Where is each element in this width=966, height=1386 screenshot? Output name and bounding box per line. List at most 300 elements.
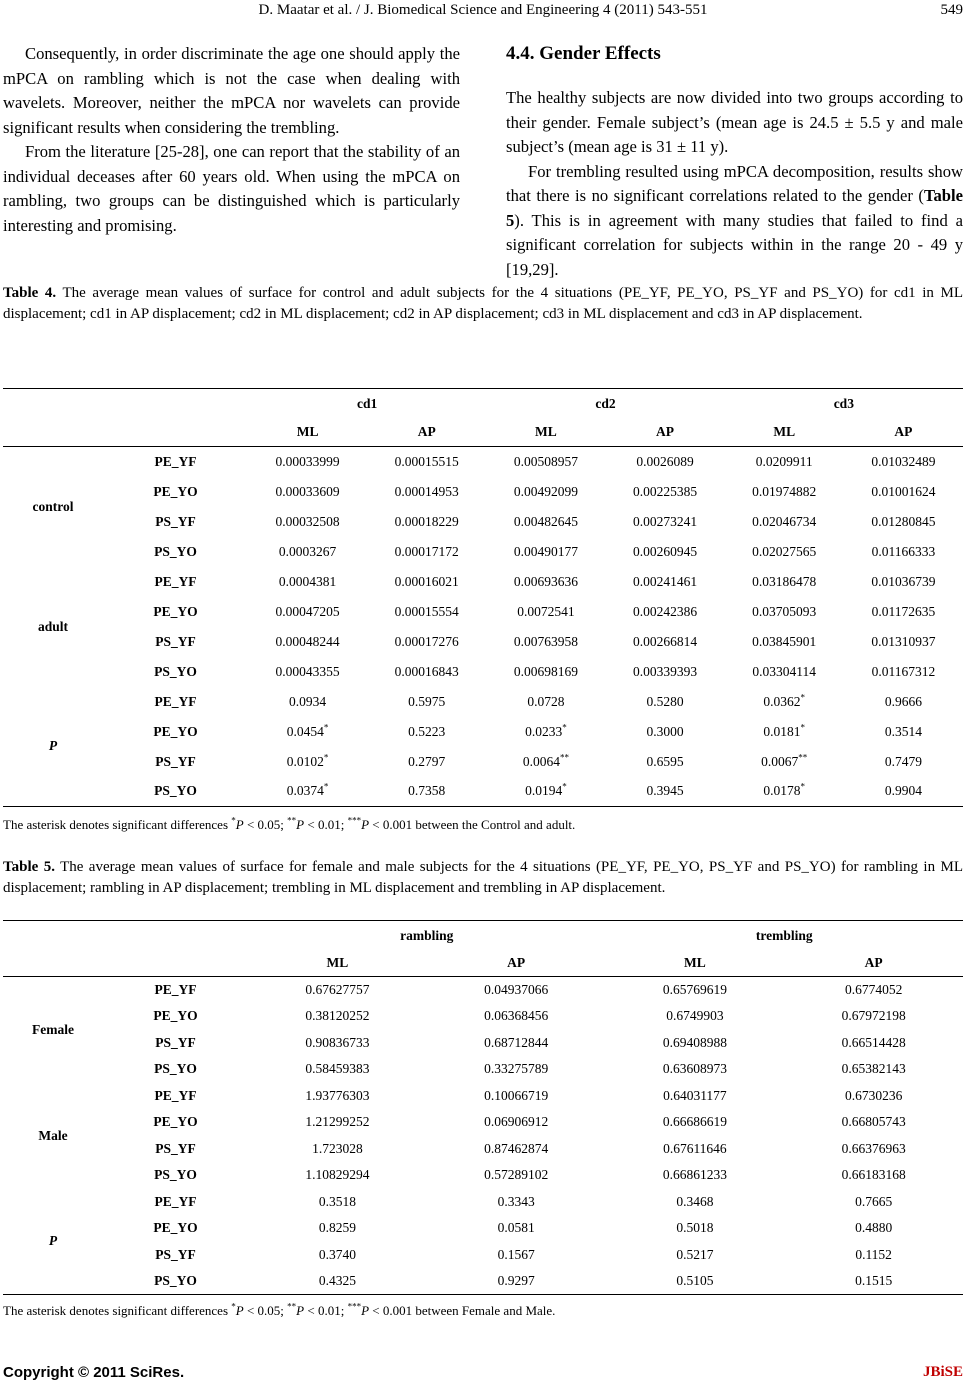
group-label: P bbox=[48, 1233, 58, 1249]
table-row bbox=[3, 597, 963, 627]
table-subheader-row bbox=[3, 951, 963, 977]
page-number: 549 bbox=[940, 2, 963, 18]
journal-abbrev: JBiSE bbox=[922, 1364, 963, 1380]
table-cell bbox=[427, 1083, 606, 1110]
table-cell bbox=[784, 1056, 963, 1083]
table4-caption bbox=[3, 283, 963, 324]
table-cell bbox=[427, 1109, 606, 1136]
table-cell bbox=[725, 477, 844, 507]
cell-value: 0.1152 bbox=[855, 1246, 892, 1262]
table-cell bbox=[605, 627, 724, 657]
cell-value: 0.00508957 bbox=[513, 453, 578, 469]
table-cell bbox=[606, 977, 785, 1004]
column-subheader: ML bbox=[773, 424, 796, 440]
table-cell bbox=[605, 777, 724, 807]
table-row bbox=[3, 537, 963, 567]
column-group-header: trembling bbox=[755, 927, 813, 943]
situation-label: PS_YO bbox=[154, 543, 197, 559]
cell-value: 0.66376963 bbox=[841, 1140, 906, 1156]
cell-value: 0.0581 bbox=[497, 1220, 535, 1236]
cell-value: 0.0209911 bbox=[755, 453, 813, 469]
table-cell bbox=[606, 1189, 785, 1216]
cell-value: 0.00490177 bbox=[513, 543, 578, 559]
table-cell bbox=[248, 507, 367, 537]
table-cell bbox=[606, 1109, 785, 1136]
table-cell bbox=[606, 1003, 785, 1030]
cell-value: 0.3945 bbox=[646, 783, 684, 799]
right-column bbox=[506, 42, 963, 282]
cell-value: 0.0102 bbox=[286, 753, 324, 769]
table-cell bbox=[725, 627, 844, 657]
column-group-header: rambling bbox=[400, 927, 454, 943]
table-row bbox=[3, 1189, 963, 1216]
cell-value: 0.67611646 bbox=[663, 1140, 727, 1156]
cell-value: 0.00242386 bbox=[632, 603, 698, 619]
cell-value: 0.66805743 bbox=[841, 1114, 906, 1130]
table-header-row bbox=[3, 921, 963, 951]
table-row bbox=[3, 687, 963, 717]
cell-value: 0.03845901 bbox=[752, 633, 817, 649]
cell-value: 1.10829294 bbox=[305, 1167, 370, 1183]
cell-value: 0.87462874 bbox=[484, 1140, 549, 1156]
situation-label: PS_YO bbox=[154, 783, 197, 799]
table-cell bbox=[605, 747, 724, 777]
situation-label: PE_YO bbox=[153, 483, 198, 499]
caption-label: Table 4. bbox=[3, 285, 57, 301]
situation-label: PE_YF bbox=[154, 982, 197, 997]
footnote-p: P bbox=[296, 817, 305, 832]
cell-value: 0.0072541 bbox=[517, 603, 575, 619]
table-cell bbox=[367, 747, 486, 777]
cell-value: 1.723028 bbox=[312, 1140, 363, 1156]
table-cell bbox=[367, 657, 486, 687]
table-cell bbox=[248, 1056, 427, 1083]
cell-value: 0.00015515 bbox=[394, 453, 459, 469]
table-cell bbox=[248, 1162, 427, 1189]
cell-value: 0.00016021 bbox=[394, 573, 459, 589]
cell-value: 0.00260945 bbox=[632, 543, 698, 559]
table-cell bbox=[427, 1162, 606, 1189]
caption-label: Table 5. bbox=[3, 859, 55, 875]
table-row bbox=[3, 1136, 963, 1163]
table-cell bbox=[725, 747, 844, 777]
cell-value: 0.00273241 bbox=[632, 513, 698, 529]
cell-value: 0.66686619 bbox=[662, 1114, 727, 1130]
table-row bbox=[3, 1030, 963, 1057]
cell-value: 0.5280 bbox=[646, 693, 684, 709]
left-column bbox=[3, 42, 460, 238]
cell-value: 0.03304114 bbox=[752, 663, 817, 679]
cell-value: 0.00033609 bbox=[275, 483, 340, 499]
cell-value: 0.00014953 bbox=[394, 483, 459, 499]
cell-value: 0.5217 bbox=[676, 1246, 714, 1262]
cell-value: 0.06906912 bbox=[484, 1114, 549, 1130]
table-cell bbox=[784, 1083, 963, 1110]
cell-value: 0.64031177 bbox=[663, 1087, 727, 1103]
column-group-header: cd2 bbox=[595, 395, 616, 411]
cell-value: 0.02046734 bbox=[752, 513, 817, 529]
cell-value: 0.63608973 bbox=[662, 1061, 727, 1077]
situation-label: PS_YO bbox=[154, 1167, 197, 1183]
table-cell bbox=[367, 777, 486, 807]
cell-value: 0.04937066 bbox=[484, 982, 549, 997]
table-reference: Table 5 bbox=[506, 186, 963, 230]
table-cell bbox=[605, 507, 724, 537]
table-cell bbox=[844, 657, 963, 687]
cell-value: 0.33275789 bbox=[484, 1061, 549, 1077]
significance-mark: * bbox=[562, 781, 567, 792]
table-cell bbox=[784, 1109, 963, 1136]
table-cell bbox=[606, 1242, 785, 1269]
running-header bbox=[0, 2, 966, 19]
table-cell bbox=[725, 507, 844, 537]
table-cell bbox=[605, 717, 724, 747]
footnote-sup: ** bbox=[287, 815, 297, 826]
running-title: D. Maatar et al. / J. Biomedical Science and Engineering 4 (2011) 543-551 bbox=[258, 2, 708, 18]
table-cell bbox=[248, 537, 367, 567]
cell-value: 0.2797 bbox=[408, 753, 446, 769]
footnote-sup: *** bbox=[347, 1301, 362, 1312]
situation-label: PS_YO bbox=[154, 663, 197, 679]
cell-value: 0.01280845 bbox=[871, 513, 936, 529]
cell-value: 0.7479 bbox=[884, 753, 922, 769]
paragraph: The healthy subjects are now divided into two groups according to their gender. Female subject’s (mean age is 24.5 ± 5.5 y and male subject’s (mean age is 31 ± 11 y). bbox=[506, 88, 963, 156]
cell-value: 0.66861233 bbox=[662, 1167, 727, 1183]
cell-value: 0.00017172 bbox=[394, 543, 459, 559]
cell-value: 0.0178 bbox=[763, 783, 801, 799]
cell-value: 0.38120252 bbox=[305, 1008, 370, 1024]
cell-value: 0.0362 bbox=[763, 693, 801, 709]
cell-value: 0.0454 bbox=[286, 723, 324, 739]
cell-value: 0.06368456 bbox=[484, 1008, 549, 1024]
table-cell bbox=[605, 447, 724, 477]
table-cell bbox=[248, 717, 367, 747]
column-subheader: ML bbox=[296, 424, 319, 440]
cell-value: 0.8259 bbox=[318, 1220, 356, 1236]
table-cell bbox=[844, 747, 963, 777]
cell-value: 0.00339393 bbox=[632, 663, 698, 679]
table-row bbox=[3, 717, 963, 747]
table-cell bbox=[725, 717, 844, 747]
table-cell bbox=[844, 597, 963, 627]
table-cell bbox=[844, 537, 963, 567]
table4-footnote bbox=[3, 817, 575, 833]
table-cell bbox=[844, 567, 963, 597]
cell-value: 0.0934 bbox=[289, 693, 327, 709]
group-label: Male bbox=[38, 1127, 68, 1143]
table-cell bbox=[486, 747, 605, 777]
table-cell bbox=[427, 1136, 606, 1163]
paragraph bbox=[506, 160, 963, 283]
table-cell bbox=[486, 567, 605, 597]
paragraph: Consequently, in order discriminate the age one should apply the mPCA on rambling which is not the case when dealing with wavelets. Moreover, neither the mPCA nor wavelets can provide significant results when considering the trembling. bbox=[3, 44, 460, 137]
table-cell bbox=[367, 717, 486, 747]
table-cell bbox=[427, 977, 606, 1004]
cell-value: 0.01310937 bbox=[871, 633, 936, 649]
cell-value: 0.67627757 bbox=[305, 982, 370, 997]
cell-value: 0.1515 bbox=[855, 1273, 893, 1288]
table-cell bbox=[427, 1030, 606, 1057]
significance-mark: * bbox=[800, 781, 806, 792]
significance-mark: ** bbox=[559, 752, 569, 762]
table-row bbox=[3, 1215, 963, 1242]
cell-value: 0.00047205 bbox=[275, 603, 340, 619]
table-row bbox=[3, 1056, 963, 1083]
footnote-sup: ** bbox=[287, 1301, 297, 1312]
cell-value: 0.00032508 bbox=[275, 513, 340, 529]
cell-value: 0.5223 bbox=[408, 723, 446, 739]
situation-label: PE_YO bbox=[153, 723, 198, 739]
cell-value: 0.00018229 bbox=[394, 513, 459, 529]
cell-value: 0.3343 bbox=[497, 1193, 535, 1209]
table-row bbox=[3, 1242, 963, 1269]
table-cell bbox=[725, 687, 844, 717]
table-cell bbox=[427, 1003, 606, 1030]
cell-value: 0.58459383 bbox=[305, 1061, 370, 1077]
footnote-text: < 0.05; bbox=[243, 1303, 288, 1318]
cell-value: 0.00043355 bbox=[275, 663, 340, 679]
table-row bbox=[3, 1003, 963, 1030]
table-cell bbox=[248, 657, 367, 687]
cell-value: 0.0233 bbox=[525, 723, 563, 739]
cell-value: 0.02027565 bbox=[752, 543, 817, 559]
table-cell bbox=[605, 567, 724, 597]
table-cell bbox=[844, 627, 963, 657]
table-cell bbox=[784, 1242, 963, 1269]
table-cell bbox=[784, 1003, 963, 1030]
cell-value: 0.9297 bbox=[497, 1273, 535, 1288]
table-cell bbox=[725, 657, 844, 687]
table-cell bbox=[248, 1242, 427, 1269]
column-subheader: ML bbox=[535, 424, 557, 440]
table-cell bbox=[427, 1215, 606, 1242]
cell-value: 0.6595 bbox=[646, 753, 684, 769]
footnote-p: P bbox=[235, 817, 244, 832]
table-cell bbox=[248, 1136, 427, 1163]
situation-label: PS_YF bbox=[155, 753, 196, 769]
table-cell bbox=[248, 1215, 427, 1242]
table-row bbox=[3, 1083, 963, 1110]
table-cell bbox=[248, 1268, 427, 1295]
table-row bbox=[3, 1109, 963, 1136]
cell-value: 0.01172635 bbox=[871, 603, 936, 619]
table-cell bbox=[844, 717, 963, 747]
table-row bbox=[3, 627, 963, 657]
table-cell bbox=[844, 777, 963, 807]
table-cell bbox=[725, 537, 844, 567]
cell-value: 0.00492099 bbox=[513, 483, 578, 499]
footnote-text: < 0.01; bbox=[304, 817, 348, 832]
table-cell bbox=[725, 567, 844, 597]
cell-value: 0.01036739 bbox=[871, 573, 936, 589]
footnote-text: < 0.001 between Female and Male. bbox=[369, 1303, 556, 1318]
cell-value: 1.93776303 bbox=[305, 1087, 370, 1103]
footnote-text: < 0.05; bbox=[243, 817, 288, 832]
cell-value: 0.03186478 bbox=[752, 573, 817, 589]
footnote-p: P bbox=[361, 817, 370, 832]
page-footer bbox=[3, 1364, 963, 1381]
significance-mark: * bbox=[800, 692, 806, 702]
column-subheader: AP bbox=[894, 424, 913, 440]
table-row bbox=[3, 1268, 963, 1295]
cell-value: 0.3000 bbox=[646, 723, 684, 739]
table-row bbox=[3, 567, 963, 597]
situation-label: PE_YO bbox=[153, 1008, 198, 1024]
table-cell bbox=[844, 687, 963, 717]
footnote-sup: * bbox=[231, 815, 236, 826]
table-cell bbox=[486, 597, 605, 627]
cell-value: 0.7665 bbox=[855, 1193, 893, 1209]
cell-value: 0.0067 bbox=[761, 753, 799, 769]
group-label: control bbox=[32, 498, 74, 514]
cell-value: 0.10066719 bbox=[484, 1087, 549, 1103]
table-cell bbox=[486, 447, 605, 477]
table-cell bbox=[427, 1268, 606, 1295]
table-cell bbox=[486, 627, 605, 657]
cell-value: 0.57289102 bbox=[484, 1167, 549, 1183]
table-cell bbox=[427, 1056, 606, 1083]
table-cell bbox=[486, 687, 605, 717]
table-row bbox=[3, 477, 963, 507]
copyright: Copyright © 2011 SciRes. bbox=[3, 1364, 185, 1381]
table-cell bbox=[248, 687, 367, 717]
cell-value: 0.5018 bbox=[676, 1220, 714, 1236]
table-cell bbox=[248, 1030, 427, 1057]
cell-value: 0.66514428 bbox=[841, 1034, 906, 1050]
table-cell bbox=[725, 597, 844, 627]
table-cell bbox=[248, 567, 367, 597]
footnote-p: P bbox=[235, 1303, 244, 1318]
cell-value: 0.69408988 bbox=[662, 1034, 727, 1050]
column-group-header: cd3 bbox=[833, 395, 854, 411]
table-cell bbox=[248, 1083, 427, 1110]
column-subheader: AP bbox=[417, 424, 436, 440]
situation-label: PE_YO bbox=[153, 603, 198, 619]
cell-value: 0.00048244 bbox=[275, 633, 340, 649]
table-cell bbox=[606, 1268, 785, 1295]
table-cell bbox=[605, 687, 724, 717]
cell-value: 0.90836733 bbox=[305, 1034, 370, 1050]
situation-label: PS_YF bbox=[155, 633, 196, 649]
cell-value: 0.00482645 bbox=[513, 513, 578, 529]
table-row bbox=[3, 1162, 963, 1189]
cell-value: 0.00266814 bbox=[632, 633, 698, 649]
significance-mark: * bbox=[323, 722, 329, 732]
paragraph-text: ). This is in agreement with many studies that failed to find a significant correlation for subjects within in the range 20 - 49 y [19,29]. bbox=[506, 210, 963, 279]
footnote-p: P bbox=[361, 1303, 370, 1318]
table-cell bbox=[605, 597, 724, 627]
significance-mark: ** bbox=[798, 752, 808, 762]
table-cell bbox=[248, 747, 367, 777]
table-cell bbox=[784, 977, 963, 1004]
situation-label: PE_YF bbox=[154, 693, 197, 709]
table-cell bbox=[248, 977, 427, 1004]
column-subheader: ML bbox=[684, 955, 706, 971]
cell-value: 0.01167312 bbox=[871, 663, 936, 679]
cell-value: 0.0181 bbox=[763, 723, 801, 739]
table-5 bbox=[3, 920, 963, 1295]
table-cell bbox=[844, 447, 963, 477]
table-cell bbox=[606, 1215, 785, 1242]
cell-value: 0.67972198 bbox=[841, 1008, 906, 1024]
cell-value: 0.68712844 bbox=[484, 1034, 549, 1050]
column-group-header: cd1 bbox=[357, 395, 378, 411]
cell-value: 0.4325 bbox=[318, 1273, 356, 1288]
cell-value: 0.65769619 bbox=[662, 982, 727, 997]
table-cell bbox=[844, 477, 963, 507]
cell-value: 0.01032489 bbox=[871, 453, 936, 469]
cell-value: 0.0728 bbox=[527, 693, 565, 709]
table-cell bbox=[784, 1268, 963, 1295]
cell-value: 1.21299252 bbox=[305, 1114, 370, 1130]
footnote-sup: * bbox=[231, 1301, 236, 1312]
table-cell bbox=[427, 1189, 606, 1216]
table-row bbox=[3, 447, 963, 477]
footnote-text: The asterisk denotes significant differences bbox=[3, 1303, 232, 1318]
table-cell bbox=[367, 567, 486, 597]
situation-label: PS_YF bbox=[155, 1034, 196, 1050]
table-cell bbox=[248, 1003, 427, 1030]
table-cell bbox=[427, 1242, 606, 1269]
table-cell bbox=[367, 447, 486, 477]
table-cell bbox=[784, 1162, 963, 1189]
table-cell bbox=[367, 477, 486, 507]
cell-value: 0.00698169 bbox=[513, 663, 578, 679]
table-cell bbox=[605, 477, 724, 507]
situation-label: PE_YF bbox=[154, 573, 197, 589]
group-label: Female bbox=[32, 1021, 74, 1037]
table-cell bbox=[367, 597, 486, 627]
table-cell bbox=[606, 1056, 785, 1083]
column-subheader: ML bbox=[326, 955, 349, 971]
table-cell bbox=[486, 537, 605, 567]
caption-text: The average mean values of surface for control and adult subjects for the 4 situations (PE_YF, PE_YO, PS_YF and PS_YO) for cd1 in ML displacement; cd1 in AP displacement; cd2 in ML displacement; cd2 in AP displacement; cd3 in ML displacement and cd3 in AP displacement. bbox=[3, 285, 963, 322]
table-cell bbox=[486, 477, 605, 507]
cell-value: 0.4880 bbox=[855, 1220, 893, 1236]
cell-value: 0.6749903 bbox=[666, 1008, 724, 1024]
paragraph: From the literature [25-28], one can report that the stability of an individual deceases after 60 years old. When using the mPCA on rambling, two groups can be distinguished which is particularly interesting and promising. bbox=[3, 142, 460, 235]
cell-value: 0.03705093 bbox=[752, 603, 817, 619]
table-4 bbox=[3, 388, 963, 807]
table-cell bbox=[784, 1030, 963, 1057]
table-cell bbox=[606, 1136, 785, 1163]
table5-footnote bbox=[3, 1303, 555, 1319]
table-cell bbox=[606, 1030, 785, 1057]
cell-value: 0.00693636 bbox=[513, 573, 578, 589]
situation-label: PS_YF bbox=[155, 1140, 196, 1156]
cell-value: 0.01974882 bbox=[752, 483, 817, 499]
cell-value: 0.5975 bbox=[408, 693, 446, 709]
column-subheader: AP bbox=[507, 955, 526, 971]
cell-value: 0.00015554 bbox=[394, 603, 459, 619]
cell-value: 0.00225385 bbox=[632, 483, 698, 499]
cell-value: 0.00016843 bbox=[394, 663, 459, 679]
cell-value: 0.0064 bbox=[522, 753, 560, 769]
situation-label: PE_YF bbox=[154, 1193, 197, 1209]
situation-label: PS_YF bbox=[155, 1246, 196, 1262]
table-cell bbox=[486, 507, 605, 537]
cell-value: 0.65382143 bbox=[841, 1061, 906, 1077]
table-cell bbox=[605, 537, 724, 567]
table-cell bbox=[844, 507, 963, 537]
table5-caption bbox=[3, 857, 963, 898]
situation-label: PS_YO bbox=[154, 1061, 197, 1077]
situation-label: PE_YF bbox=[154, 1087, 197, 1103]
cell-value: 0.0374 bbox=[286, 783, 324, 799]
table-cell bbox=[606, 1162, 785, 1189]
table-cell bbox=[248, 777, 367, 807]
cell-value: 0.00241461 bbox=[632, 573, 698, 589]
